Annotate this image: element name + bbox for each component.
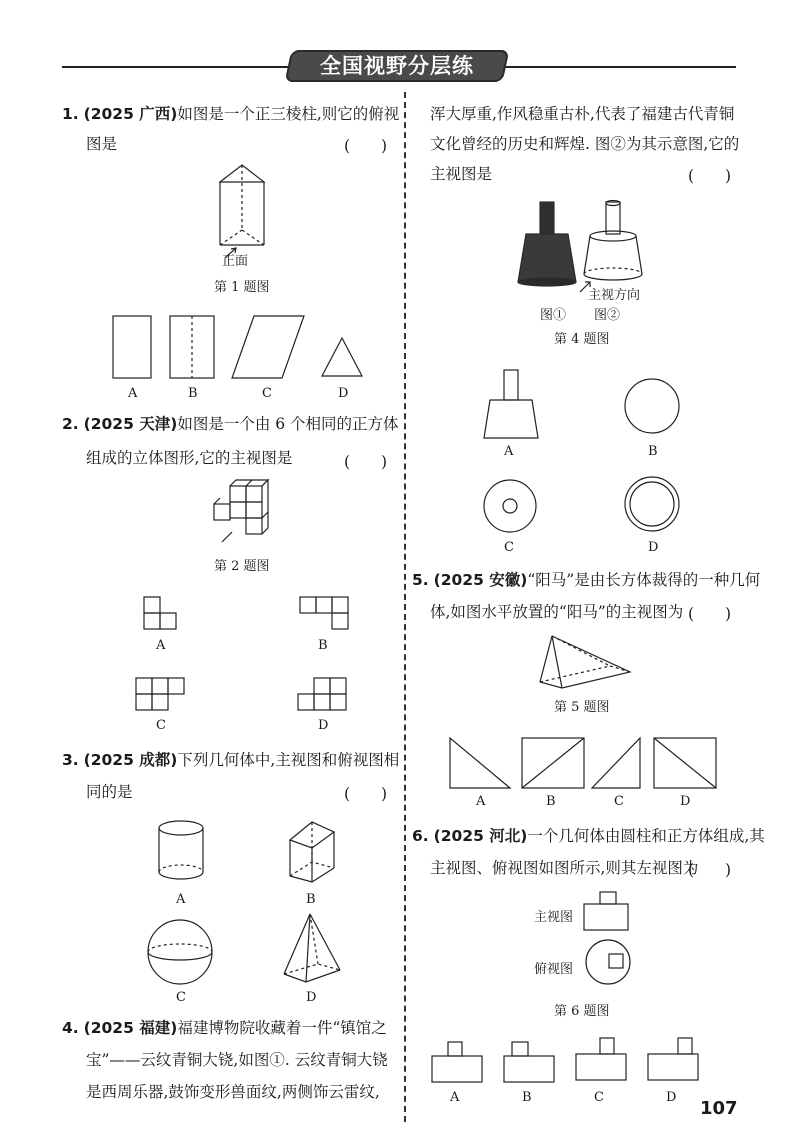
q6-label-top-view: 俯视图 <box>534 962 574 977</box>
q3-number: 3. <box>62 751 79 769</box>
q1-option-c-figure <box>232 316 306 382</box>
q6-answer-paren[interactable]: ( ) <box>688 861 732 879</box>
q1-source: (2025 广西) <box>83 105 178 123</box>
q3-sphere-figure <box>146 918 216 988</box>
q5-option-a-figure <box>448 736 514 792</box>
q2-answer-paren[interactable]: ( ) <box>344 453 388 471</box>
q4-option-b-figure <box>624 378 684 438</box>
q1-option-a[interactable]: A <box>128 386 138 401</box>
q5-caption: 第 5 题图 <box>554 700 610 715</box>
q3-line1 <box>62 750 399 770</box>
q6-source: (2025 河北) <box>433 827 528 845</box>
page-number: 107 <box>700 1098 738 1119</box>
q5-yangma-figure <box>538 632 634 692</box>
q6-number: 6. <box>412 827 429 845</box>
q3-answer-paren[interactable]: ( ) <box>344 785 388 803</box>
q4-bronze-photo <box>514 200 580 290</box>
q2-line1 <box>62 414 399 434</box>
q4-option-d-figure <box>624 476 684 536</box>
q4-line5: 文化曾经的历史和辉煌. 图②为其示意图,它的 <box>430 135 740 153</box>
q4-option-a-figure <box>482 368 542 442</box>
q6-label-main-view: 主视图 <box>534 910 574 925</box>
column-divider <box>404 92 406 1122</box>
q4-line3: 是西周乐器,鼓饰变形兽面纹,两侧饰云雷纹, <box>86 1083 380 1101</box>
q5-option-c-figure <box>590 736 646 792</box>
q3-source: (2025 成都) <box>83 751 178 769</box>
q2-option-b[interactable]: B <box>318 638 328 653</box>
q4-number: 4. <box>62 1019 79 1037</box>
q3-option-b[interactable]: B <box>306 892 316 907</box>
q4-option-d[interactable]: D <box>648 540 659 555</box>
q1-line2: 图是 <box>86 135 118 153</box>
q2-option-d[interactable]: D <box>318 718 329 733</box>
q6-option-d-figure <box>646 1036 702 1086</box>
q4-caption: 第 4 题图 <box>554 332 610 347</box>
q3-text1: 下列几何体中,主视图和俯视图相 <box>177 751 400 769</box>
header-title: 全国视野分层练 <box>320 54 474 78</box>
q2-caption: 第 2 题图 <box>214 559 270 574</box>
q5-line2: 体,如图水平放置的“阳马”的主视图为 <box>430 603 684 621</box>
q4-line2: 宝”——云纹青铜大铙,如图①. 云纹青铜大铙 <box>86 1051 388 1069</box>
q4-label-fig2: 图② <box>594 308 621 323</box>
q5-line1 <box>412 570 760 590</box>
q4-line6: 主视图是 <box>430 165 493 183</box>
q1-caption: 第 1 题图 <box>214 280 270 295</box>
q2-cubes-figure <box>210 478 276 550</box>
q6-text1: 一个几何体由圆柱和正方体组成,其 <box>527 827 765 845</box>
q1-option-d[interactable]: D <box>338 386 349 401</box>
q5-option-a[interactable]: A <box>476 794 486 809</box>
q2-option-b-figure <box>300 597 354 633</box>
q6-option-a[interactable]: A <box>450 1090 460 1105</box>
q1-option-c[interactable]: C <box>262 386 272 401</box>
q4-answer-paren[interactable]: ( ) <box>688 167 732 185</box>
q3-prism-figure <box>282 818 348 888</box>
q6-top-view-figure <box>584 938 634 988</box>
q4-line4: 浑大厚重,作风稳重古朴,代表了福建古代青铜 <box>430 105 735 123</box>
q3-cylinder-figure <box>155 820 211 886</box>
q1-answer-paren[interactable]: ( ) <box>344 137 388 155</box>
q4-option-a[interactable]: A <box>504 444 514 459</box>
q3-option-a[interactable]: A <box>176 892 186 907</box>
q6-line2: 主视图、俯视图如图所示,则其左视图为 <box>430 859 699 877</box>
q2-option-d-figure <box>298 678 352 714</box>
q6-option-b[interactable]: B <box>522 1090 532 1105</box>
q4-option-b[interactable]: B <box>648 444 658 459</box>
q2-option-c[interactable]: C <box>156 718 166 733</box>
q6-option-d[interactable]: D <box>666 1090 677 1105</box>
q2-number: 2. <box>62 415 79 433</box>
q4-source: (2025 福建) <box>83 1019 178 1037</box>
q3-option-d[interactable]: D <box>306 990 317 1005</box>
q1-text1: 如图是一个正三棱柱,则它的俯视 <box>177 105 400 123</box>
q2-line2: 组成的立体图形,它的主视图是 <box>86 449 293 467</box>
q5-source: (2025 安徽) <box>433 571 528 589</box>
q6-option-c[interactable]: C <box>594 1090 604 1105</box>
header-rule-left <box>62 66 294 68</box>
q3-pyramid-figure <box>280 912 350 984</box>
q5-answer-paren[interactable]: ( ) <box>688 605 732 623</box>
q1-number: 1. <box>62 105 79 123</box>
q4-line1 <box>62 1018 387 1038</box>
q1-option-b-figure <box>170 316 220 382</box>
q6-option-a-figure <box>430 1040 486 1086</box>
q4-label-fig1: 图① <box>540 308 567 323</box>
q2-option-a-figure <box>144 597 180 633</box>
q2-source: (2025 天津) <box>83 415 178 433</box>
q5-option-b-figure <box>520 736 586 792</box>
header-rule-right <box>500 66 736 68</box>
q5-option-c[interactable]: C <box>614 794 624 809</box>
q4-label-direction: 主视方向 <box>588 288 641 303</box>
q6-main-view-figure <box>582 890 632 934</box>
q4-text1: 福建博物院收藏着一件“镇馆之 <box>177 1019 387 1037</box>
q2-option-c-figure <box>136 678 190 714</box>
q5-text1: “阳马”是由长方体裁得的一种几何 <box>527 571 761 589</box>
q3-option-c[interactable]: C <box>176 990 186 1005</box>
q1-option-d-figure <box>322 336 366 380</box>
q4-option-c[interactable]: C <box>504 540 514 555</box>
q1-option-b[interactable]: B <box>188 386 198 401</box>
q6-caption: 第 6 题图 <box>554 1004 610 1019</box>
q4-option-c-figure <box>482 478 542 538</box>
q6-line1 <box>412 826 765 846</box>
q3-line2: 同的是 <box>86 783 133 801</box>
q5-option-d[interactable]: D <box>680 794 691 809</box>
q2-option-a[interactable]: A <box>156 638 166 653</box>
q1-label-front: 正面 <box>222 254 249 269</box>
q5-option-d-figure <box>652 736 718 792</box>
q5-number: 5. <box>412 571 429 589</box>
q1-line1 <box>62 104 399 124</box>
q6-option-b-figure <box>502 1040 558 1086</box>
q4-schematic-figure <box>582 198 648 294</box>
q2-text1: 如图是一个由 6 个相同的正方体 <box>177 415 399 433</box>
q5-option-b[interactable]: B <box>546 794 556 809</box>
q1-option-a-figure <box>113 316 153 382</box>
q6-option-c-figure <box>574 1036 630 1086</box>
